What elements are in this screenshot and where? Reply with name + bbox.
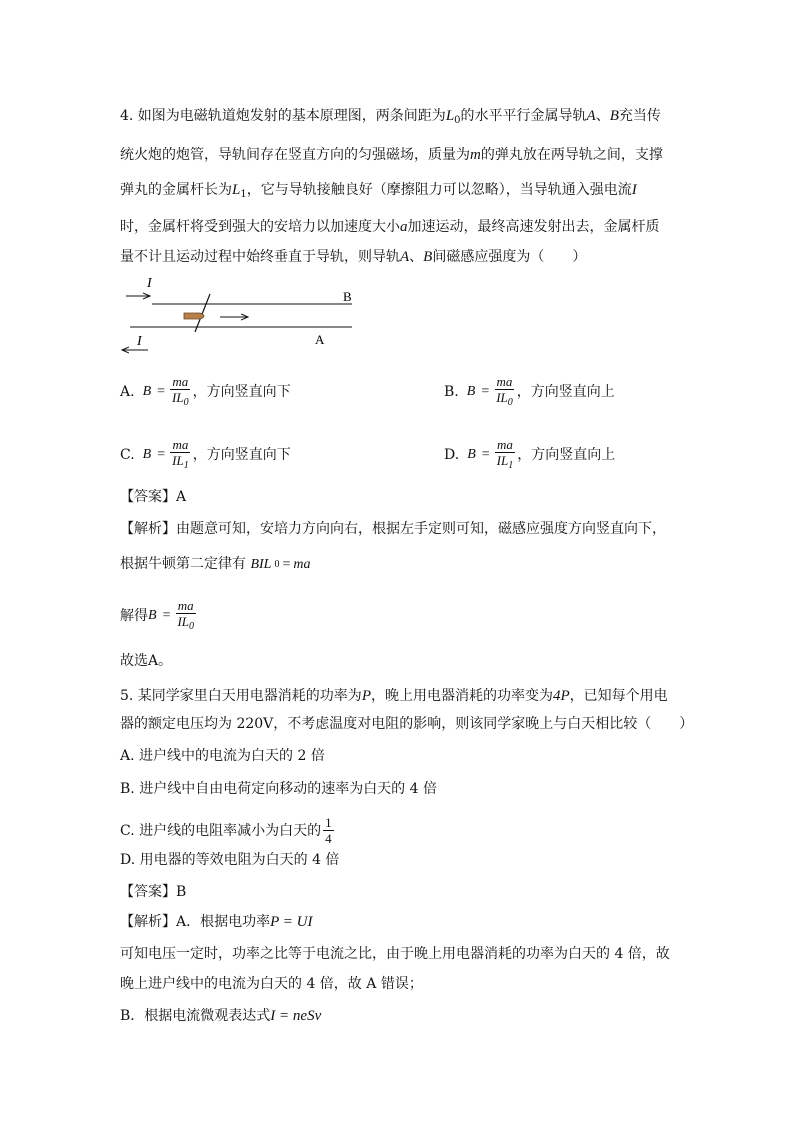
current-label-bottom: I [137,334,142,349]
q4-stem-line-2: 统火炮的炮管，导轨间存在竖直方向的匀强磁场，质量为m的弹丸放在两导轨之间，支撑 [120,147,663,163]
q4-option-d[interactable]: D. B = $\frac{ma}{IL_1}$ ，方向竖直向上 [444,437,616,471]
q5-analysis-line-4: B．根据电流微观表达式I = neSv [120,1008,322,1024]
q5-analysis-line-1: 【解析】A．根据电功率P = UI [120,914,313,930]
q4-analysis-line-2: 根据牛顿第二定律有 BIL 0 = ma [120,556,311,572]
q4-stem-line-4: 时，金属杆将受到强大的安培力以加速度大小a加速运动，最终高速发射出去，金属杆质 [120,219,660,235]
q5-stem-line-1: 5. 某同学家里白天用电器消耗的功率为P，晚上用电器消耗的功率变为4P，已知每个用电 [120,688,668,704]
q5-analysis-line-2: 可知电压一定时，功率之比等于电流之比，由于晚上用电器消耗的功率为白天的 4 倍，故 [120,946,670,962]
option-c-formula: B = $\frac{ma}{IL_1}$ [142,437,189,471]
option-a-formula: B = $\frac{ma}{IL_0}$ [142,374,189,408]
option-d-formula: B = $\frac{ma}{IL_1}$ [467,437,514,471]
q4-stem-line-3: 弹丸的金属杆长为$L_1$，它与导轨接触良好（摩擦阻力可以忽略），当导轨通入强电流I [120,182,637,200]
railgun-diagram [112,270,372,362]
q5-option-b[interactable]: B. 进户线中自由电荷定向移动的速率为白天的 4 倍 [120,781,437,797]
q4-answer: 【答案】A [120,489,187,505]
q5-analysis-line-3: 晚上进户线中的电流为白天的 4 倍，故 A 错误； [120,976,423,992]
q5-answer: 【答案】B [120,884,187,900]
q4-option-a[interactable]: A. B = $\frac{ma}{IL_0}$ ，方向竖直向下 [120,374,291,408]
option-b-formula: B = $\frac{ma}{IL_0}$ [466,374,513,408]
rail-a-label: A [315,332,325,347]
q5-stem-line-2: 器的额定电压均为 220V，不考虑温度对电阻的影响，则该同学家晚上与白天相比较（ ） [120,716,694,732]
projectile [184,313,204,319]
q4-option-c[interactable]: C. B = $\frac{ma}{IL_1}$ ，方向竖直向下 [120,437,291,471]
q4-stem-line-5: 量不计且运动过程中始终垂直于导轨，则导轨A、B间磁感应强度为（ ） [120,249,587,265]
current-label-top: I [147,276,152,291]
q5-option-a[interactable]: A. 进户线中的电流为白天的 2 倍 [120,748,325,764]
q5-option-d[interactable]: D. 用电器的等效电阻为白天的 4 倍 [120,852,340,868]
q4-conclusion: 故选A。 [120,653,173,669]
rail-b-label: B [343,289,352,304]
q4-stem-line-1: 4. 如图为电磁轨道炮发射的基本原理图，两条间距为$L_0$的水平平行金属导轨A、B充当传 [120,108,661,126]
q4-option-b[interactable]: B. B = $\frac{ma}{IL_0}$ ，方向竖直向上 [444,374,615,408]
q4-analysis-line-3: 解得 B = $\frac{ma}{IL_0}$ [120,598,195,632]
q5-option-c[interactable]: C. 进户线的电阻率减小为白天的 $\frac{1}{4}$ [120,815,332,846]
q4-analysis-line-1: 【解析】由题意可知，安培力方向向右，根据左手定则可知，磁感应强度方向竖直向下， [120,521,666,537]
